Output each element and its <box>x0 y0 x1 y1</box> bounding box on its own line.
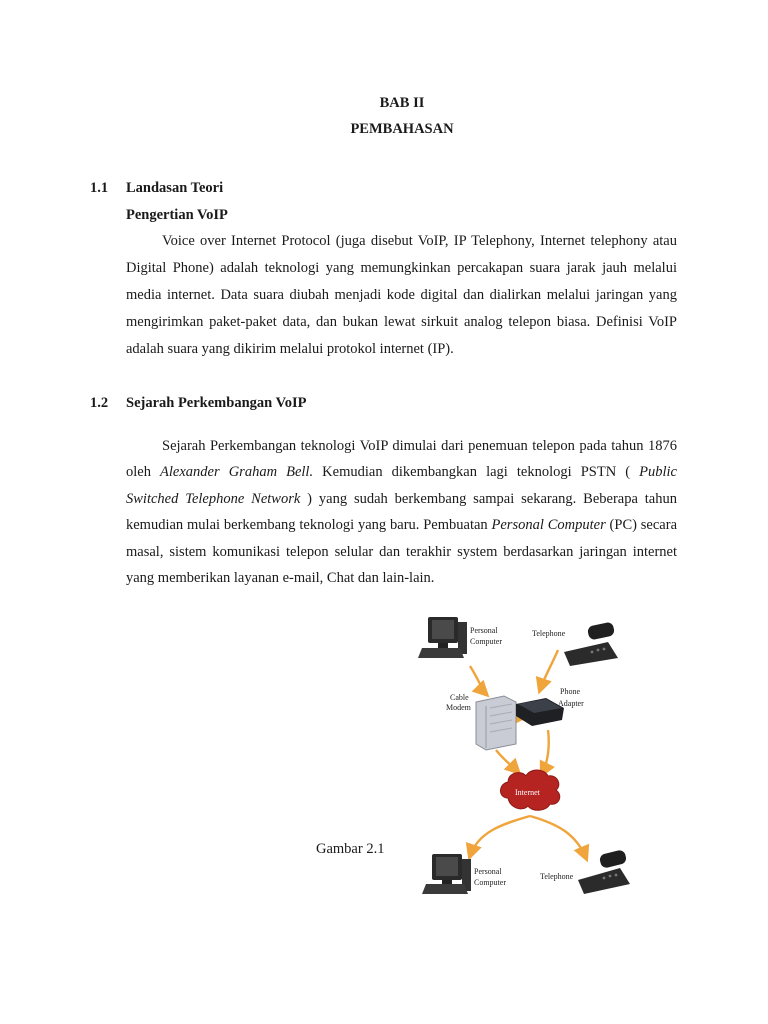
arrow-adapter-to-internet <box>542 730 549 774</box>
computer-icon <box>422 854 471 894</box>
arrow-internet-to-pc <box>470 816 530 856</box>
label-cable-modem-line2: Modem <box>446 703 471 712</box>
section-2-number: 1.2 <box>90 395 109 411</box>
label-pc-bottom-line1: Personal <box>474 867 502 876</box>
label-pc-top-line1: Personal <box>470 626 498 635</box>
pc-term: Personal Computer <box>491 517 606 534</box>
arrow-internet-to-phone <box>530 816 586 858</box>
label-telephone-bottom: Telephone <box>540 872 574 881</box>
label-phone-adapter-line1: Phone <box>560 687 580 696</box>
arrow-pc-to-modem <box>470 666 486 694</box>
section-1-number: 1.1 <box>90 180 109 196</box>
label-pc-bottom-line2: Computer <box>474 878 506 887</box>
section-2-title: Sejarah Perkembangan VoIP <box>126 395 307 411</box>
voip-network-diagram <box>412 612 634 904</box>
cable-modem-icon <box>476 696 516 750</box>
inventor-name: Alexander Graham Bell. <box>160 464 314 481</box>
phone-adapter-icon <box>516 698 564 726</box>
paragraph-text: ) yang sudah berkembang sampai sekarang. Beberapa tahun kemudian mulai berkembang teknologi yang baru. Pembuatan <box>126 490 677 534</box>
arrow-phone-to-adapter <box>540 650 558 690</box>
pstn-term: Public Switched Telephone Network <box>126 464 677 507</box>
section-1-paragraph: Voice over Internet Protocol (juga disebut VoIP, IP Telephony, Internet telephony atau Digital Phone) adalah teknologi yang memungkinkan percakapan suara jarak jauh melalui media internet. Data suara diubah menjadi kode digital dan dialirkan melalui jaringan yang mengirimkan paket-paket data, dan bukan lewat sirkuit analog telepon biasa. Definisi VoIP adalah suara yang dikirim melalui protokol internet (IP). <box>126 233 677 357</box>
section-1-subtitle: Pengertian VoIP <box>126 207 228 223</box>
figure-caption: Gambar 2.1 <box>316 841 385 857</box>
connection-arrows <box>470 650 586 858</box>
label-phone-adapter-line2: Adapter <box>558 699 584 708</box>
computer-icon <box>418 617 467 658</box>
paragraph-text: Sejarah Perkembangan teknologi VoIP dimulai dari penemuan telepon pada tahun 1876 oleh <box>126 438 677 481</box>
paragraph-text: (PC) secara masal, sistem komunikasi telepon selular dan terakhir system berdasarkan jaringan internet yang memberikan layanan e-mail, Chat dan lain-lain. <box>126 517 678 587</box>
chapter-label: BAB II <box>379 95 425 111</box>
label-pc-top-line2: Computer <box>470 637 502 646</box>
telephone-icon <box>564 621 618 666</box>
label-telephone-top: Telephone <box>532 629 566 638</box>
label-cable-modem-line1: Cable <box>450 693 469 702</box>
arrow-modem-to-internet <box>496 750 518 772</box>
label-internet: Internet <box>515 788 540 797</box>
paragraph-text: Kemudian dikembangkan lagi teknologi PSTN ( <box>313 464 640 481</box>
chapter-title: PEMBAHASAN <box>350 121 454 137</box>
section-2-paragraph <box>126 433 677 591</box>
section-1-title: Landasan Teori <box>126 180 224 196</box>
